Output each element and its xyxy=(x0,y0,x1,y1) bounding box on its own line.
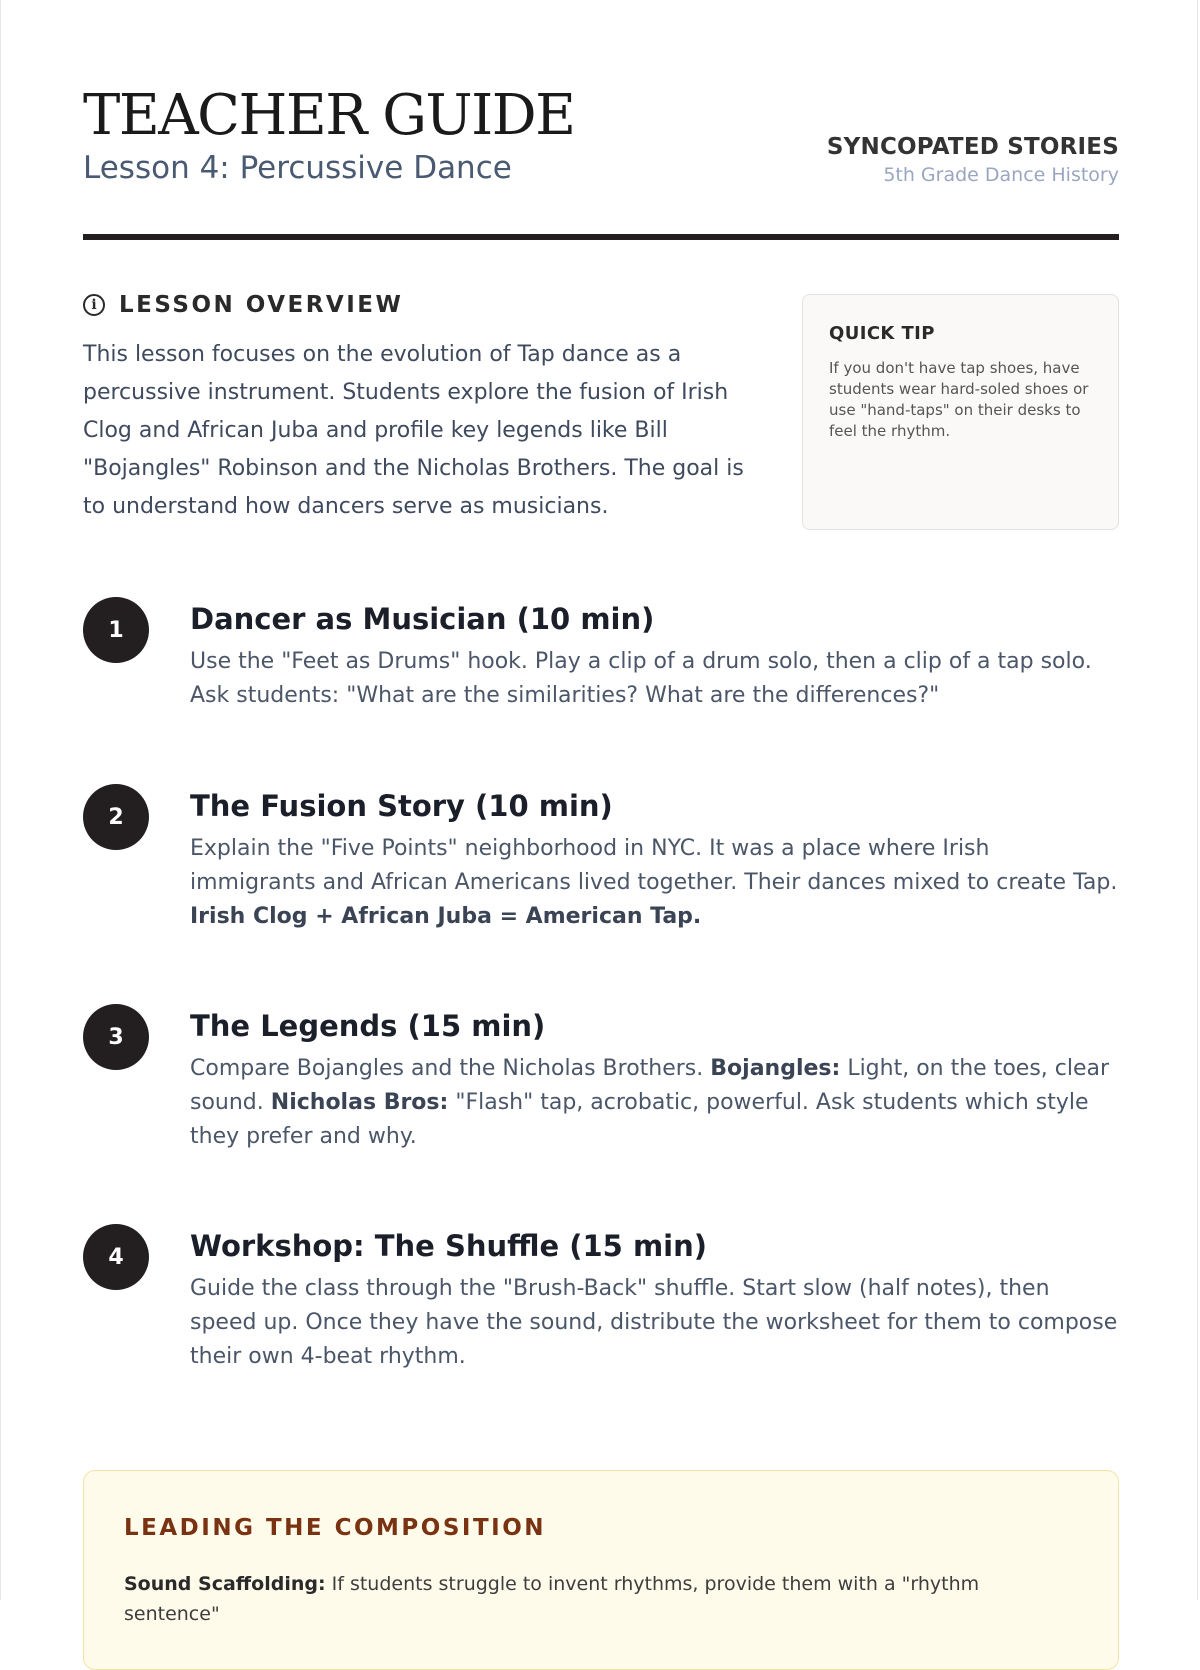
grade-label: 5th Grade Dance History xyxy=(883,164,1119,186)
lesson-title: Lesson 4: Percussive Dance xyxy=(83,150,512,186)
info-icon: i xyxy=(83,294,105,316)
composition-text xyxy=(124,1569,1078,1629)
lesson-overview xyxy=(83,292,759,526)
brand-block xyxy=(827,134,1119,186)
quick-tip-text: If you don't have tap shoes, have students wear hard-soled shoes or use "hand-taps" on their desks to feel the rhythm. xyxy=(829,359,1089,440)
brand-name: SYNCOPATED STORIES xyxy=(826,134,1119,160)
step-title: Dancer as Musician (10 min) xyxy=(190,602,655,636)
step-body xyxy=(190,1004,1119,1154)
nicholas-bros-label: Nicholas Bros: xyxy=(270,1090,449,1115)
quick-tip-card xyxy=(802,294,1119,530)
step-text-emphasis: Irish Clog + African Juba = American Tap. xyxy=(190,904,702,929)
step-body xyxy=(190,1224,1119,1374)
scaffolding-label: Sound Scaffolding: xyxy=(124,1573,326,1595)
header-divider xyxy=(83,234,1119,240)
step-number: 4 xyxy=(83,1224,149,1290)
step-text-part: Compare Bojangles and the Nicholas Brothers. xyxy=(190,1056,704,1081)
step-title: Workshop: The Shuffle (15 min) xyxy=(190,1229,708,1263)
header xyxy=(83,80,1119,240)
overview-label: LESSON OVERVIEW xyxy=(119,292,404,318)
quick-tip-title: QUICK TIP xyxy=(829,323,935,344)
composition-title: LEADING THE COMPOSITION xyxy=(124,1515,547,1541)
step-title: The Legends (15 min) xyxy=(190,1009,546,1043)
bojangles-label: Bojangles: xyxy=(710,1056,841,1081)
step-number: 2 xyxy=(83,784,149,850)
step-number: 1 xyxy=(83,597,149,663)
step-text-part: "Flash" tap, acrobatic, powerful. Ask students which style they prefer and why. xyxy=(190,1090,1089,1149)
step-body xyxy=(190,784,1119,934)
step-body xyxy=(190,597,1119,713)
document-title: TEACHER GUIDE xyxy=(83,83,575,148)
step-text: Use the "Feet as Drums" hook. Play a clip of a drum solo, then a clip of a tap solo. Ask students: "What are the similarities? What are the differences?" xyxy=(190,649,1092,708)
step-text: Guide the class through the "Brush-Back" shuffle. Start slow (half notes), then speed up. Once they have the sound, distribute the worksheet for them to compose their own 4-beat rhythm. xyxy=(190,1276,1118,1369)
step-text-part: Light, on the toes, clear sound. xyxy=(190,1056,1110,1115)
step-text xyxy=(190,1052,1119,1154)
step-text xyxy=(190,832,1119,934)
overview-heading xyxy=(83,292,759,318)
leading-composition-card xyxy=(83,1470,1119,1670)
step-title: The Fusion Story (10 min) xyxy=(190,789,613,823)
scaffolding-text: If students struggle to invent rhythms, provide them with a "rhythm sentence" xyxy=(124,1573,980,1625)
step-text-plain: Explain the "Five Points" neighborhood in NYC. It was a place where Irish immigrants and African Americans lived together. Their dances mixed to create Tap. xyxy=(190,836,1118,895)
step-number: 3 xyxy=(83,1004,149,1070)
overview-text: This lesson focuses on the evolution of Tap dance as a percussive instrument. Students explore the fusion of Irish Clog and African Juba and profile key legends like Bill "Bojangles" Robinson and the Nicholas Brothers. The goal is to understand how dancers serve as musicians. xyxy=(83,342,744,519)
